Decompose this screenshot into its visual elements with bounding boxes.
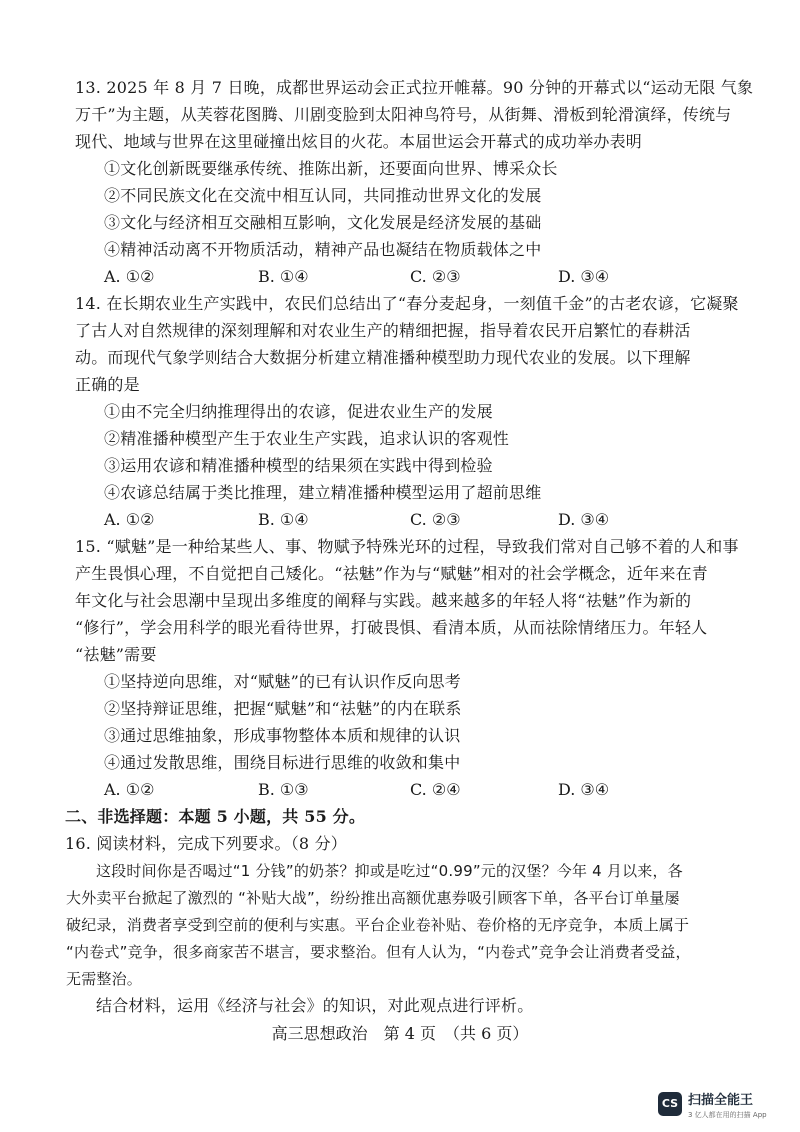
q13-item-1: ①文化创新既要继承传统、推陈出新，还要面向世界、博采众长: [104, 159, 558, 178]
q14-option-d: D. ③④: [558, 510, 610, 529]
q13-option-c: C. ②③: [410, 267, 461, 286]
q15-item-2: ②坚持辩证思维，把握“赋魅”和“祛魅”的内在联系: [104, 699, 462, 718]
scanner-watermark: [658, 1090, 788, 1126]
q16-material-line-1: 这段时间你是否喝过“1 分钱”的奶茶？抑或是吃过“0.99”元的汉堡？今年 4 月以来，各: [96, 862, 683, 880]
q15-stem-line-2: 产生畏惧心理，不自觉把自己矮化。“祛魅”作为与“赋魅”相对的社会学概念，近年来在青: [75, 564, 708, 583]
q14-item-1: ①由不完全归纳推理得出的农谚，促进农业生产的发展: [104, 402, 493, 421]
watermark-name: 扫描全能王: [688, 1093, 754, 1108]
q13-option-d: D. ③④: [558, 267, 610, 286]
q16-material-line-2: 大外卖平台掀起了激烈的 “补贴大战”，纷纷推出高额优惠券吸引顾客下单，各平台订单量屡: [66, 889, 680, 907]
q15-stem-line-5: “祛魅”需要: [75, 645, 157, 664]
q16-title: 16. 阅读材料，完成下列要求。（8 分）: [65, 834, 347, 853]
page-footer: 高三思想政治 第 4 页 （共 6 页）: [271, 1024, 529, 1043]
q14-item-4: ④农谚总结属于类比推理，建立精准播种模型运用了超前思维: [104, 483, 542, 502]
q15-item-4: ④通过发散思维，围绕目标进行思维的收敛和集中: [104, 753, 461, 772]
q13-item-4: ④精神活动离不开物质活动，精神产品也凝结在物质载体之中: [104, 240, 542, 259]
q13-options: [0, 265, 800, 289]
q16-material-line-3: 破纪录，消费者享受到空前的便利与实惠。平台企业卷补贴、卷价格的无序竞争，本质上属于: [66, 916, 690, 934]
q15-option-c: C. ②④: [410, 780, 461, 799]
q15-stem-line-1: 15. “赋魅”是一种给某些人、事、物赋予特殊光环的过程，导致我们常对自己够不着的人和事: [75, 537, 739, 556]
q14-option-b: B. ①④: [258, 510, 309, 529]
q14-option-c: C. ②③: [410, 510, 461, 529]
q13-item-2: ②不同民族文化在交流中相互认同，共同推动世界文化的发展: [104, 186, 542, 205]
q13-option-a: A. ①②: [104, 267, 155, 286]
q15-stem-line-3: 年文化与社会思潮中呈现出多维度的阐释与实践。越来越多的年轻人将“祛魅”作为新的: [75, 591, 692, 610]
watermark-tagline: 3 亿人都在用的扫描 App: [688, 1111, 767, 1119]
q13-stem-line-2: 万千”为主题，从芙蓉花图腾、川剧变脸到太阳神鸟符号，从街舞、滑板到轮滑演绎，传统与: [75, 105, 732, 124]
q15-options: [0, 778, 800, 802]
q14-stem-line-4: 正确的是: [75, 375, 140, 394]
q15-option-b: B. ①③: [258, 780, 309, 799]
q16-material-line-4: “内卷式”竞争，很多商家苦不堪言，要求整治。但有人认为，“内卷式”竞争会让消费者受益，: [66, 943, 691, 961]
q14-stem-line-1: 14. 在长期农业生产实践中，农民们总结出了“春分麦起身，一刻值千金”的古老农谚，它凝聚: [75, 294, 739, 313]
q15-item-3: ③通过思维抽象，形成事物整体本质和规律的认识: [104, 726, 461, 745]
q14-option-a: A. ①②: [104, 510, 155, 529]
q13-stem-line-3: 现代、地域与世界在这里碰撞出炫目的火花。本届世运会开幕式的成功举办表明: [75, 132, 643, 151]
section-heading: 二、非选择题：本题 5 小题，共 55 分。: [65, 807, 366, 826]
q15-item-1: ①坚持逆向思维，对“赋魅”的已有认识作反向思考: [104, 672, 461, 691]
q14-stem-line-3: 动。而现代气象学则结合大数据分析建立精准播种模型助力现代农业的发展。以下理解: [75, 348, 691, 367]
q15-stem-line-4: “修行”，学会用科学的眼光看待世界，打破畏惧、看清本质，从而祛除情绪压力。年轻人: [75, 618, 708, 637]
q16-material-line-5: 无需整治。: [66, 970, 143, 988]
q14-item-3: ③运用农谚和精准播种模型的结果须在实践中得到检验: [104, 456, 493, 475]
q15-option-d: D. ③④: [558, 780, 610, 799]
q13-item-3: ③文化与经济相互交融相互影响，文化发展是经济发展的基础: [104, 213, 542, 232]
q13-option-b: B. ①④: [258, 267, 309, 286]
camscanner-logo-icon: CS: [658, 1092, 682, 1116]
q15-option-a: A. ①②: [104, 780, 155, 799]
q14-stem-line-2: 了古人对自然规律的深刻理解和对农业生产的精细把握，指导着农民开启繁忙的春耕活: [75, 321, 691, 340]
q14-options: [0, 508, 800, 532]
q13-stem-line-1: 13. 2025 年 8 月 7 日晚，成都世界运动会正式拉开帷幕。90 分钟的开幕式以“运动无限 气象: [75, 78, 754, 97]
q14-item-2: ②精准播种模型产生于农业生产实践，追求认识的客观性: [104, 429, 510, 448]
q16-task: 结合材料，运用《经济与社会》的知识，对此观点进行评析。: [96, 996, 534, 1015]
